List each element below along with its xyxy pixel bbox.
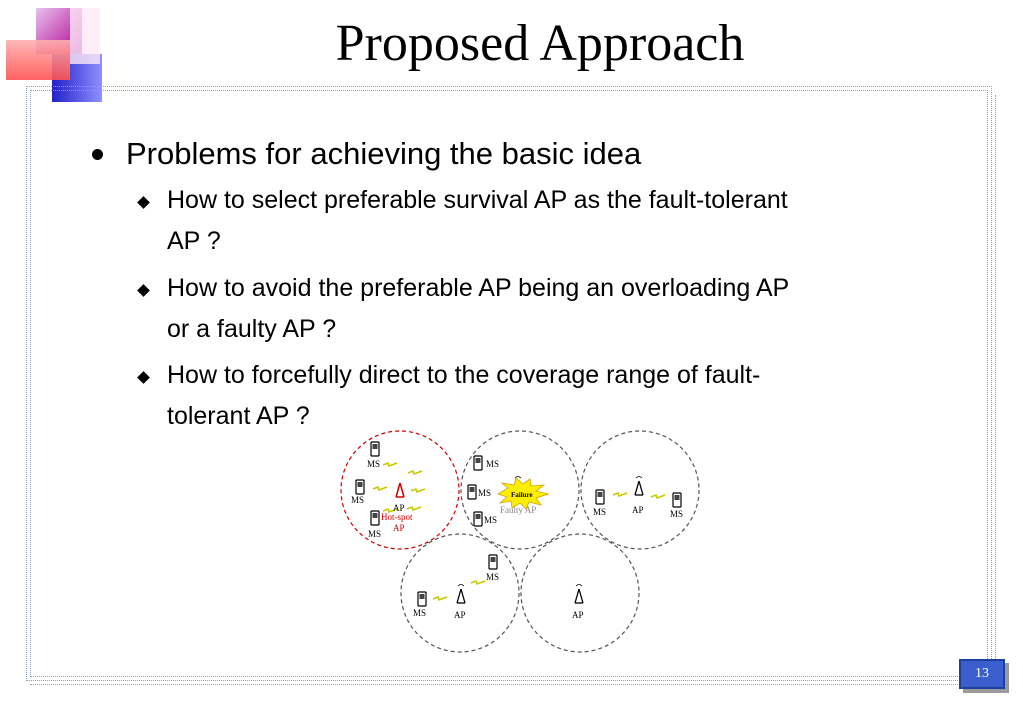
sub-bullet-2-line1: How to avoid the preferable AP being an overloading AP (167, 274, 790, 302)
ms-phone-icon (474, 512, 482, 526)
signal-icon (373, 487, 387, 490)
network-diagram (330, 425, 710, 665)
ms-label: MS (486, 459, 500, 469)
ms-label: MS (593, 507, 607, 517)
ms-label: MS (351, 495, 365, 505)
signal-icon (408, 471, 422, 474)
faulty-ap-label: Faulty AP (500, 505, 537, 515)
ap-icon (635, 477, 643, 496)
main-bullet: Problems for achieving the basic idea (126, 136, 642, 171)
ms-phone-icon (489, 555, 497, 569)
sub-bullet-3-line2: tolerant AP ? (167, 402, 310, 430)
ms-label: MS (670, 509, 684, 519)
page-number: 13 (959, 659, 1005, 689)
bullet-dot (92, 149, 103, 160)
ms-phone-icon (418, 592, 426, 606)
ms-label: MS (484, 515, 498, 525)
signal-icon (407, 507, 421, 510)
ms-phone-icon (468, 485, 476, 499)
hotspot-label: Hot-spot (381, 512, 413, 522)
ms-phone-icon (356, 480, 364, 494)
sub-bullet-1-line2: AP ? (167, 227, 221, 255)
sub-bullet-3-line1: How to forcefully direct to the coverage range of fault- (167, 361, 761, 389)
frame-shadow-bottom (30, 684, 996, 687)
ms-label: MS (478, 488, 492, 498)
ap-label: AP (454, 610, 466, 620)
frame-shadow-right (995, 95, 998, 681)
ms-label: MS (367, 459, 381, 469)
ap-label: AP (393, 503, 405, 513)
ms-phone-icon (596, 490, 604, 504)
ap-label: AP (632, 505, 644, 515)
ms-phone-icon (474, 456, 482, 470)
ms-phone-icon (371, 511, 379, 525)
signal-icon (613, 493, 627, 496)
sub-bullet-2-line2: or a faulty AP ? (167, 315, 337, 343)
signal-icon (383, 463, 397, 466)
hotspot-ap-icon (396, 483, 404, 497)
ap-icon (457, 585, 465, 604)
signal-icon (433, 597, 447, 600)
ms-label: MS (368, 529, 382, 539)
signal-icon (411, 489, 425, 492)
ms-phone-icon (673, 493, 681, 507)
ms-label: MS (413, 608, 427, 618)
ap-icon (575, 585, 583, 604)
ap-label: AP (572, 610, 584, 620)
slide-title: Proposed Approach (335, 15, 745, 72)
sub-bullet-1-line1: How to select preferable survival AP as the fault-tolerant (167, 186, 788, 214)
ms-phone-icon (371, 442, 379, 456)
failure-label: Failure (511, 491, 533, 499)
signal-icon (651, 495, 665, 498)
ms-label: MS (486, 572, 500, 582)
signal-icon (471, 581, 485, 584)
hotspot-label-ap: AP (393, 523, 405, 533)
